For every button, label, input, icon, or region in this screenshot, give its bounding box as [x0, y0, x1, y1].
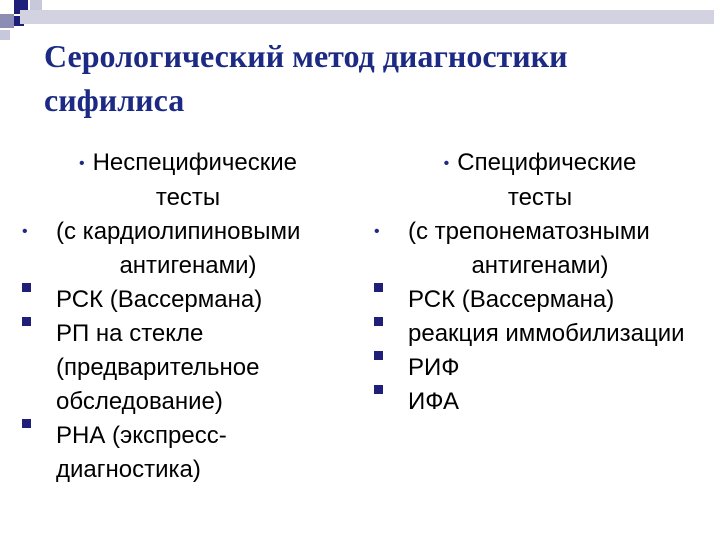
square-bullet-icon [22, 317, 31, 326]
bullet-dot-icon: • [443, 154, 450, 172]
heading-line1: Специфические [457, 149, 637, 176]
subheading-line2: антигенами) [119, 251, 257, 279]
subheading-line1: (с кардиолипиновыми [56, 217, 301, 245]
subheading-line2: антигенами) [471, 251, 609, 279]
list-item-text: РП на стекле (предварительное обследование) [56, 319, 260, 415]
slide-title: Серологический метод диагностики сифилиса [44, 38, 568, 118]
subheading [370, 215, 710, 249]
list-item [370, 317, 710, 351]
square-bullet-icon [22, 283, 31, 292]
heading-line2: тесты [155, 183, 221, 211]
square-bullet-icon [374, 385, 383, 394]
nonspecific-column [18, 146, 358, 487]
decorative-bar [20, 10, 714, 24]
square-bullet-icon [374, 351, 383, 360]
heading-line2: тесты [507, 183, 573, 211]
column-heading [18, 146, 358, 181]
bullet-dot-icon: • [374, 222, 380, 240]
list-item [18, 283, 358, 317]
list-item [370, 283, 710, 317]
list-item-text: РНА (экспресс-диагностика) [56, 421, 227, 483]
list-item [370, 385, 710, 419]
subheading [18, 215, 358, 249]
subheading-line1: (с трепонематозными [408, 217, 650, 245]
list-item-text: РСК (Вассермана) [408, 285, 615, 313]
list-item [18, 317, 358, 419]
heading-line1: Неспецифические [92, 149, 298, 176]
decorative-square [0, 30, 10, 40]
list-item-text: ИФА [408, 387, 459, 415]
bullet-dot-icon: • [22, 222, 28, 240]
decorative-square [0, 14, 14, 28]
list-item-text: РИФ [408, 353, 460, 381]
bullet-dot-icon: • [78, 154, 85, 172]
list-item [18, 419, 358, 487]
square-bullet-icon [374, 283, 383, 292]
list-item-text: реакция иммобилизации [408, 319, 685, 347]
square-bullet-icon [374, 317, 383, 326]
column-heading [370, 146, 710, 181]
list-item-text: РСК (Вассермана) [56, 285, 263, 313]
square-bullet-icon [22, 419, 31, 428]
specific-column [370, 146, 710, 419]
list-item [370, 351, 710, 385]
